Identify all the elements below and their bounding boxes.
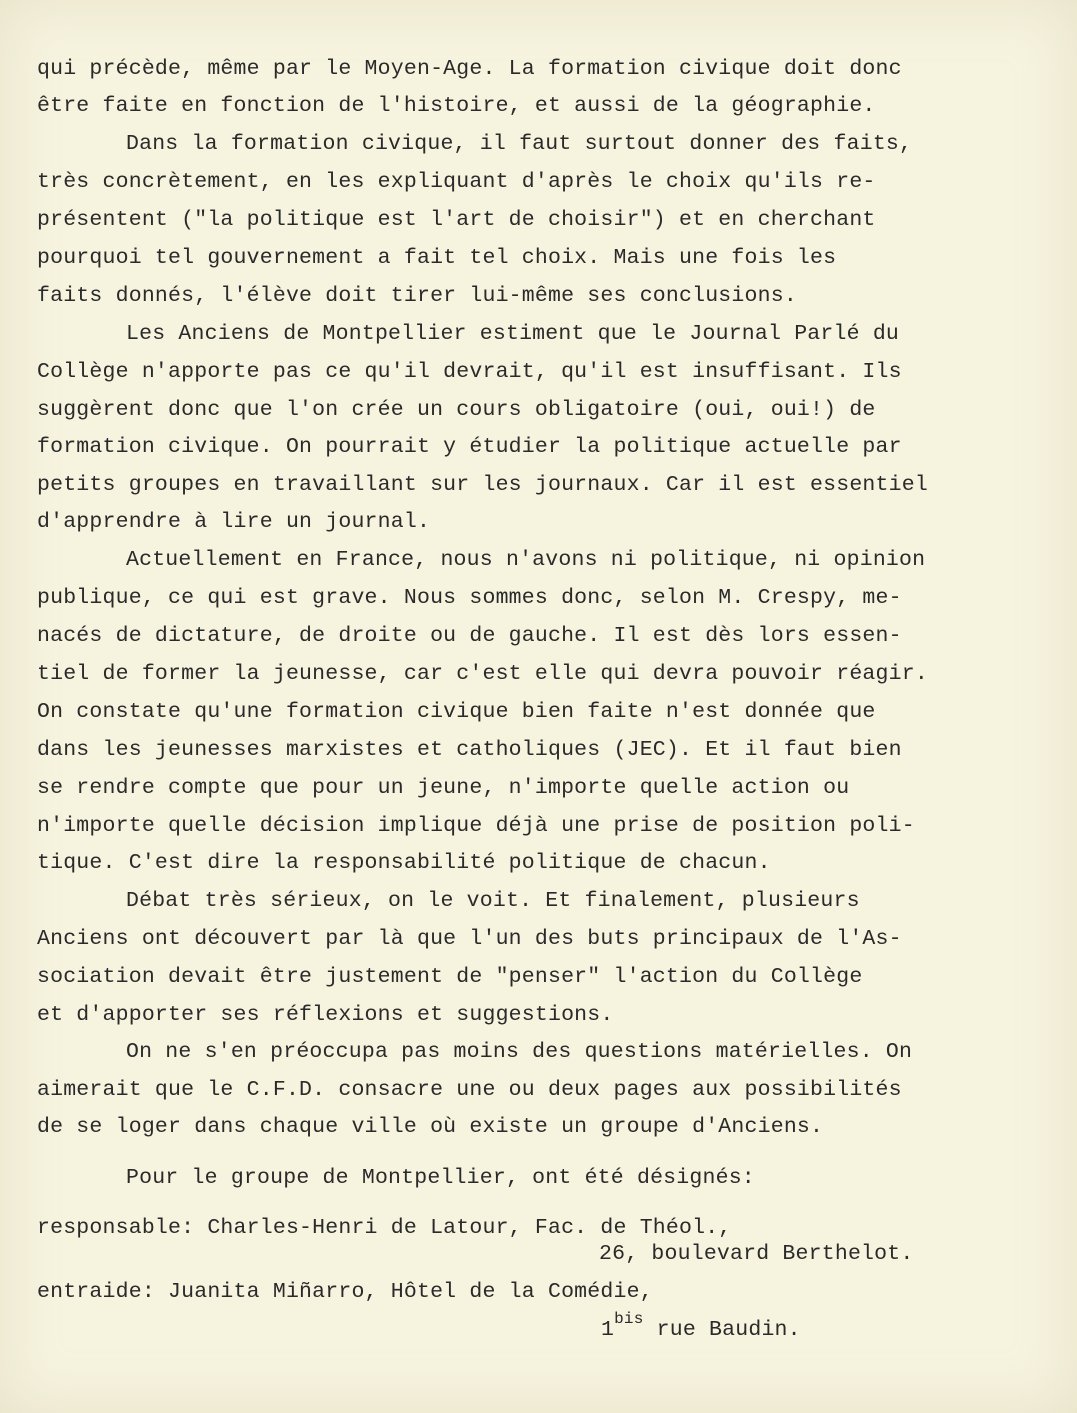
text-line: qui précède, même par le Moyen-Age. La formation civique doit donc	[37, 57, 902, 81]
text-line: Anciens ont découvert par là que l'un des buts principaux de l'As-	[37, 927, 902, 951]
text-line: On ne s'en préoccupa pas moins des questions matérielles. On	[126, 1040, 913, 1064]
text-line: aimerait que le C.F.D. consacre une ou deux pages aux possibilités	[37, 1078, 902, 1102]
text-line: tique. C'est dire la responsabilité politique de chacun.	[37, 851, 771, 875]
text-line: Pour le groupe de Montpellier, ont été désignés:	[126, 1166, 755, 1190]
text-line: de se loger dans chaque ville où existe un groupe d'Anciens.	[37, 1115, 824, 1139]
text-line: formation civique. On pourrait y étudier la politique actuelle par	[37, 435, 902, 459]
text-line: faits donnés, l'élève doit tirer lui-même ses conclusions.	[37, 284, 797, 308]
street-number: 1	[601, 1318, 615, 1342]
text-line: d'apprendre à lire un journal.	[37, 510, 431, 534]
text-line: présentent ("la politique est l'art de choisir") et en cherchant	[37, 208, 876, 232]
text-line: suggèrent donc que l'on crée un cours obligatoire (oui, oui!) de	[37, 398, 876, 422]
responsable-address: 26, boulevard Berthelot.	[599, 1242, 914, 1266]
text-line: sociation devait être justement de "penser" l'action du Collège	[37, 965, 863, 989]
text-line: n'importe quelle décision implique déjà une prise de position poli-	[37, 814, 915, 838]
text-line: dans les jeunesses marxistes et catholiques (JEC). Et il faut bien	[37, 738, 902, 762]
entraide-address	[601, 1310, 801, 1345]
text-line: très concrètement, en les expliquant d'après le choix qu'ils re-	[37, 170, 876, 194]
entraide-line: entraide: Juanita Miñarro, Hôtel de la Comédie,	[37, 1280, 653, 1304]
text-line: tiel de former la jeunesse, car c'est elle qui devra pouvoir réagir.	[37, 662, 928, 686]
text-line: Dans la formation civique, il faut surtout donner des faits,	[126, 132, 913, 156]
responsable-line: responsable: Charles-Henri de Latour, Fac. de Théol.,	[37, 1216, 732, 1240]
text-line: et d'apporter ses réflexions et suggestions.	[37, 1003, 614, 1027]
bis-superscript: bis	[614, 1310, 644, 1328]
text-line: pourquoi tel gouvernement a fait tel choix. Mais une fois les	[37, 246, 837, 270]
text-line: Collège n'apporte pas ce qu'il devrait, qu'il est insuffisant. Ils	[37, 360, 902, 384]
text-line: nacés de dictature, de droite ou de gauche. Il est dès lors essen-	[37, 624, 902, 648]
street-name: rue Baudin.	[656, 1318, 801, 1342]
text-line: être faite en fonction de l'histoire, et aussi de la géographie.	[37, 94, 876, 118]
text-line: se rendre compte que pour un jeune, n'importe quelle action ou	[37, 776, 850, 800]
text-line: Les Anciens de Montpellier estiment que le Journal Parlé du	[126, 322, 900, 346]
text-line: Débat très sérieux, on le voit. Et finalement, plusieurs	[126, 889, 860, 913]
text-line: publique, ce qui est grave. Nous sommes donc, selon M. Crespy, me-	[37, 586, 902, 610]
text-line: On constate qu'une formation civique bien faite n'est donnée que	[37, 700, 876, 724]
text-line: petits groupes en travaillant sur les journaux. Car il est essentiel	[37, 473, 928, 497]
text-line: Actuellement en France, nous n'avons ni politique, ni opinion	[126, 548, 926, 572]
